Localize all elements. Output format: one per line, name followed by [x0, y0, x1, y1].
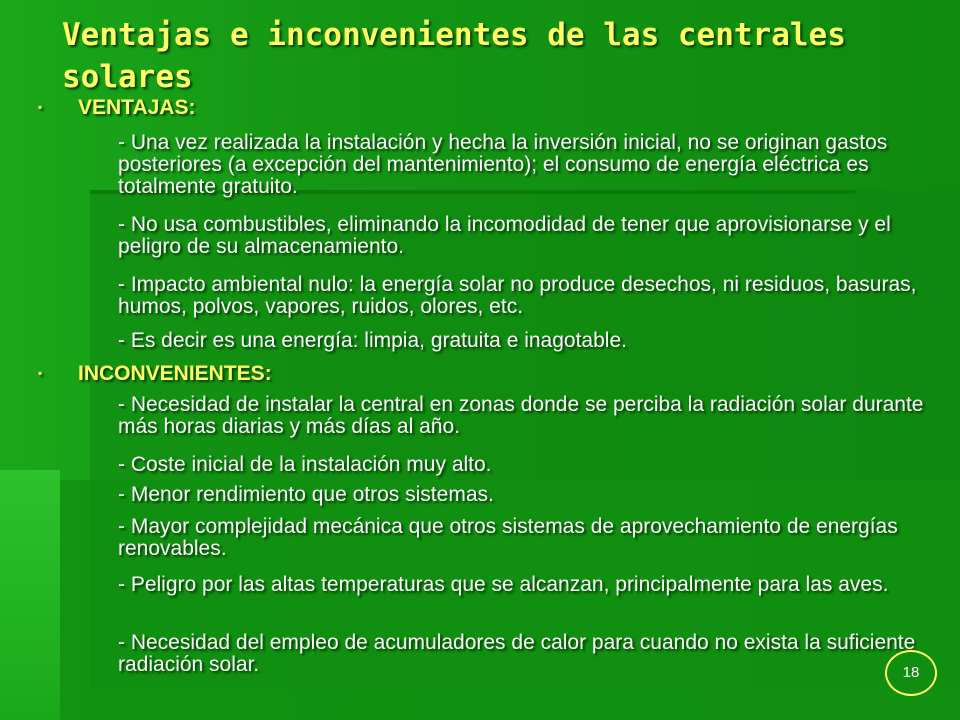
list-item: - Es decir es una energía: limpia, gratuita e inagotable.	[118, 329, 627, 352]
list-item: - Necesidad del empleo de acumuladores de calor para cuando no exista la suficiente radiación solar.	[118, 631, 916, 676]
slide-title: Ventajas e inconvenientes de las centrales solares	[62, 17, 846, 95]
list-item: - No usa combustibles, eliminando la incomodidad de tener que aprovisionarse y el peligro de su almacenamiento.	[118, 213, 891, 258]
section-heading-label: INCONVENIENTES:	[78, 362, 272, 385]
square-bullet-icon: ▪	[38, 366, 43, 380]
list-item: - Mayor complejidad mecánica que otros sistemas de aprovechamiento de energías renovables.	[118, 515, 898, 560]
background-accent	[0, 470, 60, 720]
list-item: - Una vez realizada la instalación y hecha la inversión inicial, no se originan gastos posteriores (a excepción del mantenimiento); el consumo de energía eléctrica es totalmente gratuito.	[118, 131, 888, 198]
list-item: - Coste inicial de la instalación muy alto.	[118, 453, 492, 476]
section-heading-ventajas	[38, 96, 195, 120]
list-item: - Impacto ambiental nulo: la energía solar no produce desechos, ni residuos, basuras, humos, polvos, vapores, ruidos, olores, etc.	[118, 273, 917, 318]
list-item: - Peligro por las altas temperaturas que se alcanzan, principalmente para las aves.	[118, 573, 889, 596]
page-number-badge: 18	[885, 650, 937, 696]
list-item: - Necesidad de instalar la central en zonas donde se perciba la radiación solar durante más horas diarias y más días al año.	[118, 393, 924, 438]
section-heading-inconvenientes	[38, 362, 272, 386]
section-heading-label: VENTAJAS:	[78, 96, 196, 119]
list-item: - Menor rendimiento que otros sistemas.	[118, 483, 494, 506]
square-bullet-icon: ▪	[38, 100, 43, 114]
